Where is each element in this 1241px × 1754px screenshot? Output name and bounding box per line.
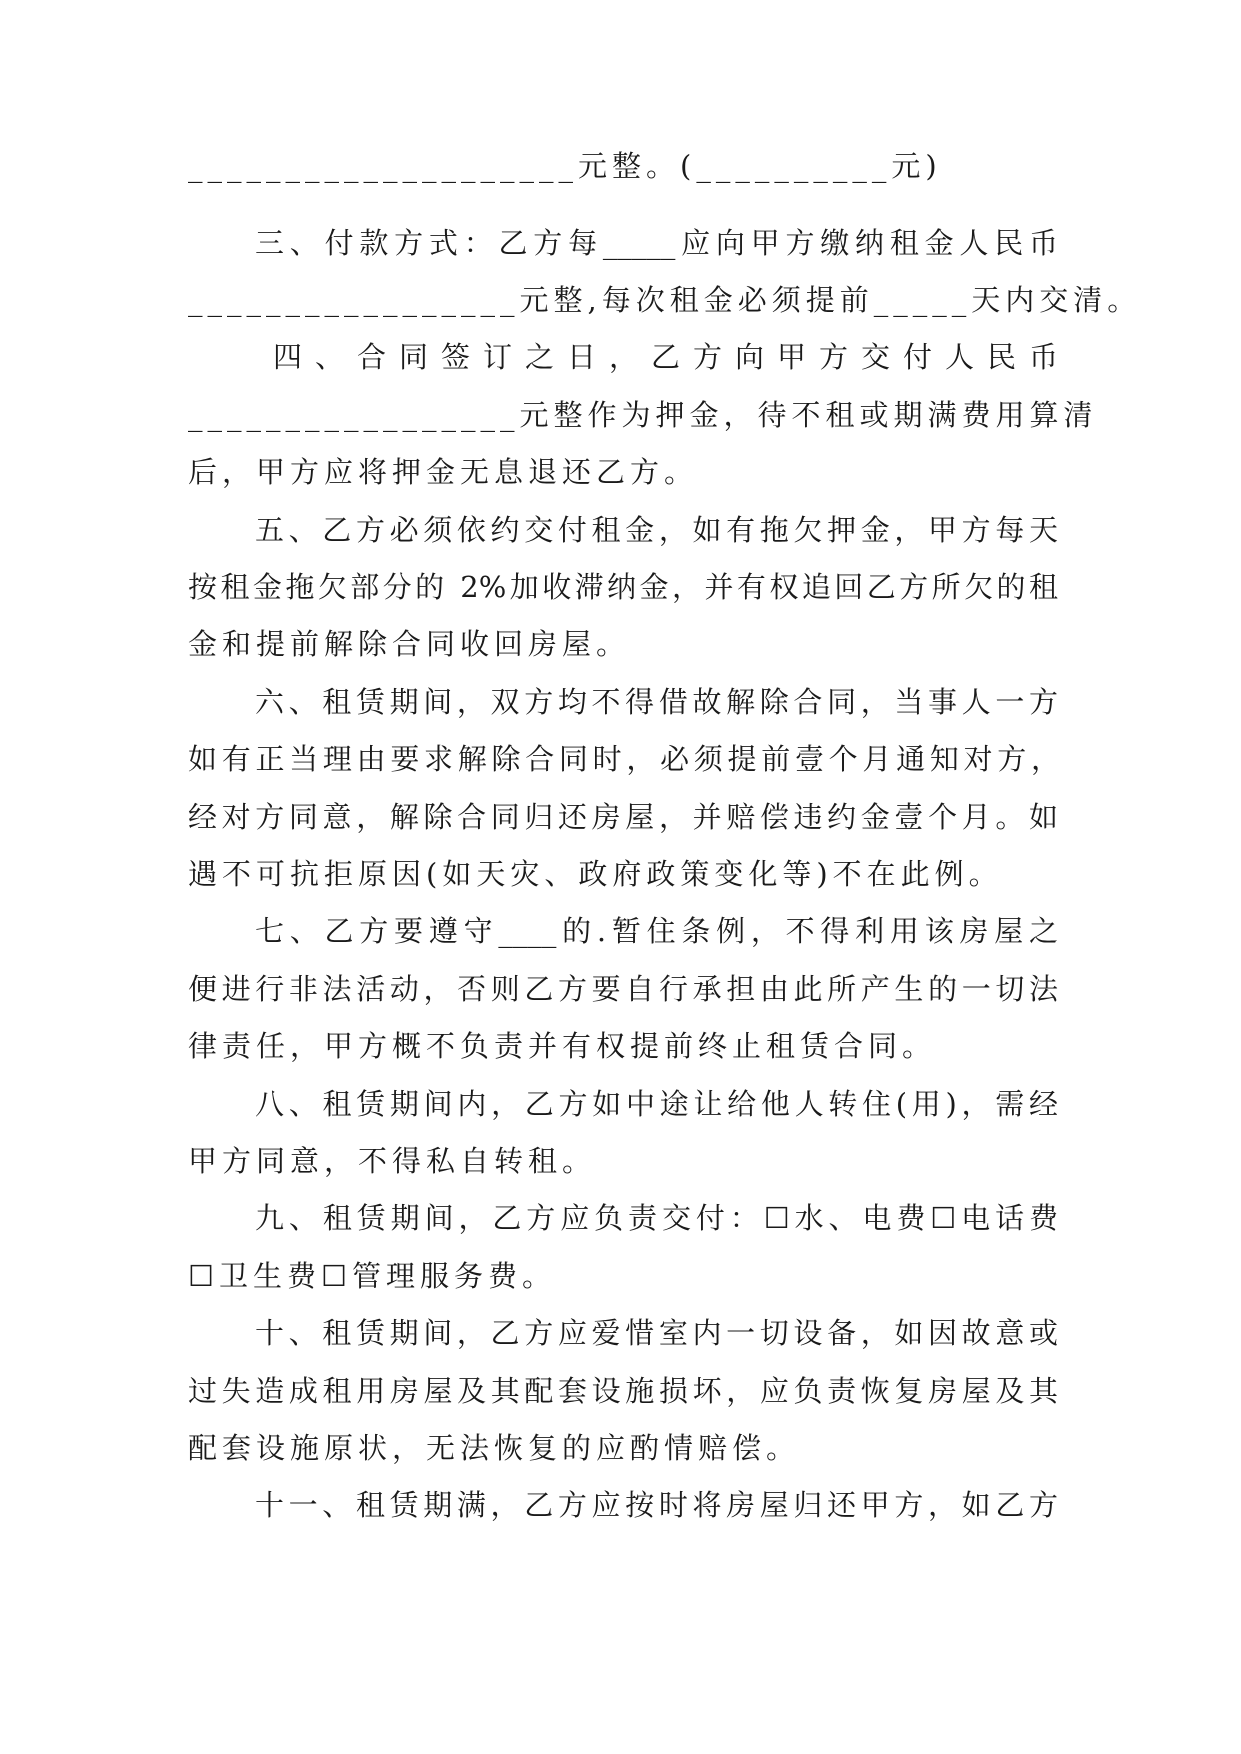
text-line: _________________元整,每次租金必须提前_____天内交清。 <box>188 283 1142 317</box>
text-line: 后，甲方应将押金无息退还乙方。 <box>188 455 699 489</box>
text-line: 律责任，甲方概不负责并有权提前终止租赁合同。 <box>188 1029 937 1063</box>
text-line: _________________元整作为押金，待不租或期满费用算清 <box>188 398 1098 432</box>
text-line: 甲方同意，不得私自转租。 <box>188 1144 597 1178</box>
text-line: 经对方同意，解除合同归还房屋，并赔偿违约金壹个月。如 <box>188 800 1058 834</box>
text-line: 六、租赁期间，双方均不得借故解除合同，当事人一方 <box>255 685 1058 719</box>
text-line: 三、付款方式：乙方每_____应向甲方缴纳租金人民币 <box>255 226 1058 260</box>
text-line: 按租金拖欠部分的 2%加收滞纳金，并有权追回乙方所欠的租 <box>188 570 1058 604</box>
text-line: 十一、租赁期满，乙方应按时将房屋归还甲方，如乙方 <box>255 1488 1058 1522</box>
text-line: 过失造成租用房屋及其配套设施损坏，应负责恢复房屋及其 <box>188 1374 1058 1408</box>
text-line: 四 、 合 同 签 订 之 日 ， 乙 方 向 甲 方 交 付 人 民 币 <box>273 340 1058 374</box>
text-line: 金和提前解除合同收回房屋。 <box>188 627 631 661</box>
text-line: 七、乙方要遵守____的.暂住条例，不得利用该房屋之 <box>255 914 1058 948</box>
text-line: 十、租赁期间，乙方应爱惜室内一切设备，如因故意或 <box>255 1316 1058 1350</box>
text-line: 如有正当理由要求解除合同时，必须提前壹个月通知对方， <box>188 742 1060 776</box>
text-line: 九、租赁期间，乙方应负责交付：☐水、电费☐电话费 <box>255 1201 1058 1235</box>
text-line: ____________________元整。(__________元) <box>188 149 942 183</box>
text-line: 遇不可抗拒原因(如天灾、政府政策变化等)不在此例。 <box>188 857 1003 891</box>
text-line: ☐卫生费☐管理服务费。 <box>188 1259 556 1293</box>
text-line: 五、乙方必须依约交付租金，如有拖欠押金，甲方每天 <box>255 513 1058 547</box>
text-line: 配套设施原状，无法恢复的应酌情赔偿。 <box>188 1431 801 1465</box>
text-line: 便进行非法活动，否则乙方要自行承担由此所产生的一切法 <box>188 972 1058 1006</box>
text-line: 八、租赁期间内，乙方如中途让给他人转住(用)，需经 <box>255 1087 1058 1121</box>
